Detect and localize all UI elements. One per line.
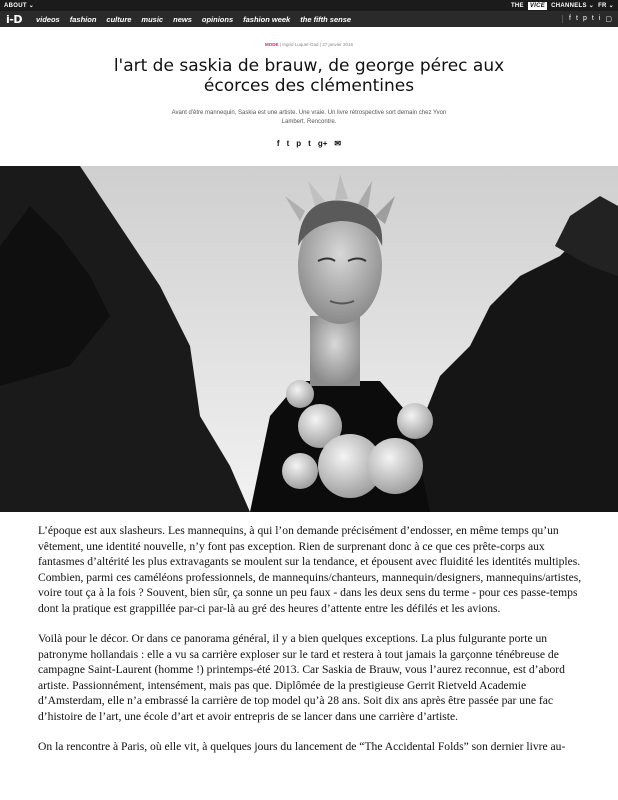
about-menu[interactable]: ABOUT ⌄ <box>4 3 35 9</box>
nav-link-videos[interactable]: videos <box>35 14 60 24</box>
share-pinterest-icon[interactable]: p <box>296 139 302 148</box>
topbar-right <box>511 2 614 10</box>
share-googleplus-icon[interactable]: g+ <box>317 139 328 148</box>
share-bar <box>0 139 618 148</box>
the-label: THE <box>510 2 524 9</box>
nav-link-culture[interactable]: culture <box>106 14 132 24</box>
article-paragraph: L’époque est aux slasheurs. Les mannequins, à qui l’on demande précisément d’endosser, en même temps qu’un vêtement, une identité nouvelle, n’y font pas exception. Rien de surprenant donc à ce que ces prête-corps aux fantasmes d’altérité les plus extravagants se moulent sur la tendance, et épousent avec fluidité les identités multiples. Combien, parmi ces caméléons professionnels, de mannequins/chanteurs, mannequin/designers, mannequins/artistes, voire tout ça à la fois ? Souvent, bien sûr, ça sonne un peu faux - dans les deux sens du terme - pour ces passe-temps dont la pratique est grappillée par-ci par-là au gré des heures d’attente entre les défilés et les avions. <box>38 524 582 615</box>
main-nav <box>0 11 618 27</box>
hero-photo <box>0 166 618 512</box>
share-tumblr-icon[interactable]: t <box>308 139 311 148</box>
article-paragraph: Voilà pour le décor. Or dans ce panorama général, il y a bien quelques exceptions. La plus fulgurante porte un patronyme hollandais : elle a vu sa carrière exploser sur le tard et restera à tout jamais la garçonne ténébreuse de campagne Saint-Laurent (homme !) printemps-été 2013. Car Saskia de Brauw, vous l’aurez reconnue, est d’abord artiste. Passionnément, intensément, mais pas que. Diplômée de la prestigieuse Gerrit Rietveld Academie d’Amsterdam, elle n’a embrassé la carrière de top model qu’à 28 ans. Soit dix ans après être passée par une fac d’histoire de l’art, une école d’art et avoir entrepris de se lancer dans une carrière d’artiste. <box>38 632 565 723</box>
hero-image <box>0 166 618 512</box>
publish-date: 27 janvier 2016 <box>322 42 353 47</box>
nav-link-news[interactable]: news <box>173 14 192 24</box>
category-tag[interactable]: MODE <box>265 42 279 47</box>
pinterest-icon[interactable]: p <box>582 15 587 22</box>
nav-links <box>36 15 351 24</box>
top-utility-bar <box>0 0 618 11</box>
nav-social-icons <box>562 15 612 23</box>
nav-link-fashion-week[interactable]: fashion week <box>243 14 291 24</box>
nav-link-opinions[interactable]: opinions <box>201 14 234 24</box>
meta-separator: | <box>279 42 283 47</box>
share-email-icon[interactable]: ✉ <box>334 139 342 148</box>
vice-logo[interactable]: VICE <box>529 2 546 9</box>
youtube-icon[interactable]: ▢ <box>605 16 612 23</box>
language-menu[interactable]: FR ⌄ <box>598 3 614 9</box>
nav-link-fashion[interactable]: fashion <box>69 14 97 24</box>
share-facebook-icon[interactable]: f <box>276 139 280 148</box>
article-body <box>38 523 582 770</box>
nav-link-music[interactable]: music <box>141 14 164 24</box>
share-twitter-icon[interactable]: t <box>286 139 290 148</box>
article-paragraph: On la rencontre à Paris, où elle vit, à quelques jours du lancement de “The Accidental Folds” son dernier livre au- <box>38 740 566 753</box>
site-logo[interactable]: i-D <box>6 12 22 26</box>
article-meta <box>0 42 618 47</box>
nav-link-fifth-sense[interactable]: the fifth sense <box>300 14 352 24</box>
article-title: l'art de saskia de brauw, de george pérec aux écorces des clémentines <box>113 56 505 96</box>
tumblr-icon[interactable]: t <box>591 15 594 22</box>
author-name[interactable]: Ingrid Luquet-Gad <box>282 42 319 47</box>
channels-menu[interactable]: CHANNELS ⌄ <box>551 3 595 9</box>
meta-separator: | <box>319 42 323 47</box>
facebook-icon[interactable]: f <box>569 15 571 22</box>
instagram-icon[interactable]: i <box>598 15 601 22</box>
twitter-icon[interactable]: t <box>576 15 578 22</box>
article-deck: Avant d'être mannequin, Saskia est une artiste. Une vraie. Un livre rétrospective sort demain chez Yvon Lambert. Rencontre. <box>171 110 447 125</box>
